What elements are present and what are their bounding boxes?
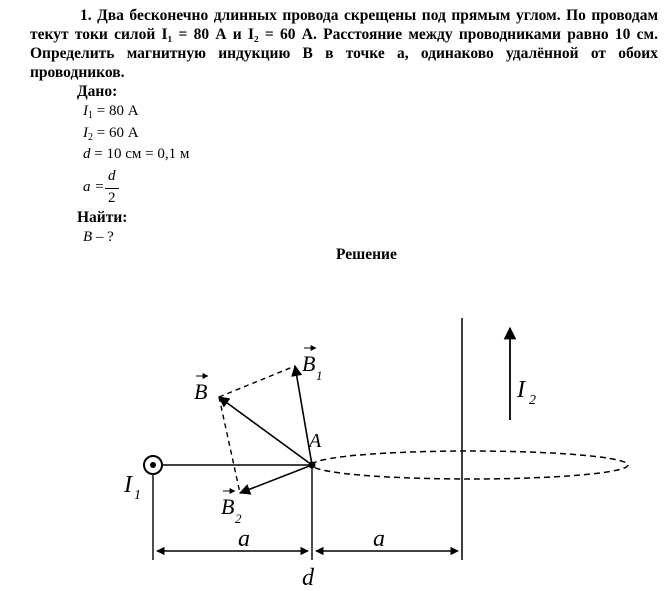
given-i2-symbol: I [83,125,88,141]
field-ellipse [312,451,628,479]
given-title: Дано: [77,83,118,100]
find-b-rest: – ? [92,229,114,245]
label-vector-b2: B [221,494,235,519]
label-d: d [302,565,314,591]
find-b-symbol: B [83,229,93,245]
label-vector-b2-sub: 2 [235,511,242,526]
parallelogram-top [219,366,295,397]
label-i2-sub: 2 [529,393,536,408]
given-a-lhs: a = [83,179,105,195]
given-a-numerator: d [108,168,116,184]
label-i2: I [517,377,525,403]
given-i1-symbol: I [83,103,88,119]
label-vector-b1-sub: 1 [316,368,323,383]
parallelogram-left [219,397,240,493]
label-vector-b1: B [302,351,316,376]
label-a-right: a [373,526,385,552]
label-i1-sub: 1 [134,488,141,503]
problem-text: Два бесконечно длинных провода скрещены под прямым углом. По проводам текут токи силой I₁ = 80 А и I₂ = 60 А. Расстояние между проводниками равно 10 см. Определить магнитную индукцию B в точке a, одинаково удалённой от обоих проводников. [30,7,658,81]
wire1-dot [150,462,156,468]
given-i1-value: = 80 А [93,103,139,119]
label-i1: I [124,472,132,498]
given-d-symbol: d [83,146,91,162]
find-title: Найти: [77,209,128,226]
given-i2-sub: 2 [88,132,93,143]
problem-number: 1. [80,7,92,24]
given-a-denominator: 2 [108,190,116,206]
vector-b2 [240,465,312,493]
given-i2-value: = 60 А [93,125,139,141]
vector-b [219,397,312,465]
solution-title: Решение [336,246,397,263]
label-a-left: a [238,526,250,552]
label-point-a: A [309,430,322,452]
label-vector-b: B [194,379,208,404]
given-d-value: = 10 см = 0,1 м [90,146,190,162]
given-i1-sub: 1 [88,110,93,121]
